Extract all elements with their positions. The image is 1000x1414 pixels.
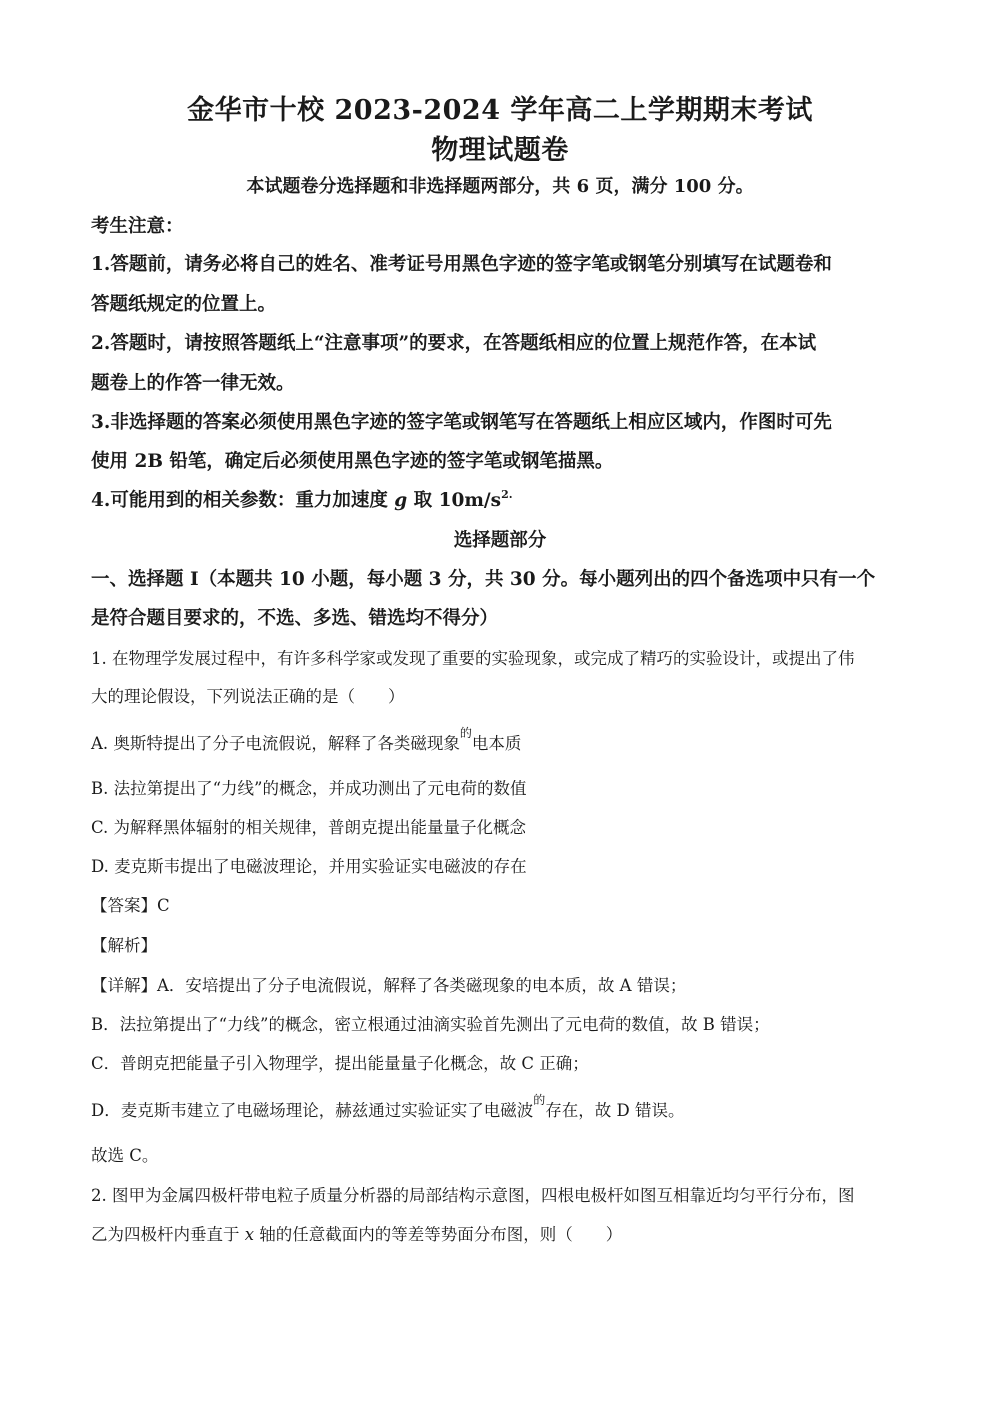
q2-stem-text: 乙为四极杆内垂直于 — [91, 1225, 245, 1244]
exam-title: 金华市十校 2023-2024 学年高二上学期期末考试 — [187, 95, 813, 126]
question-1-analysis-label: 【解析】 — [91, 936, 157, 955]
notice-item-2-line-1: 2.答题时，请按照答题纸上“注意事项”的要求，在答题纸相应的位置上规范作答，在本试 — [91, 333, 817, 354]
notice-item-4-exponent: 2. — [501, 488, 513, 501]
option-a-text-end: 电本质 — [471, 734, 522, 753]
paper-title: 物理试题卷 — [431, 135, 569, 166]
notice-item-1-line-1: 1.答题前，请务必将自己的姓名、准考证号用黑色字迹的签字笔或钢笔分别填写在试题卷和 — [91, 254, 832, 275]
section-1-line-2: 是符合题目要求的，不选、多选、错选均不得分） — [91, 608, 499, 629]
question-1-option-a — [91, 726, 522, 754]
question-1-stem-line-1: 1. 在物理学发展过程中，有许多科学家或发现了重要的实验现象，或完成了精巧的实验设计，或提出了伟 — [91, 649, 855, 668]
option-a-superscript: 的 — [459, 726, 472, 740]
notice-item-4 — [91, 486, 513, 512]
notice-item-3-line-2: 使用 2B 铅笔，确定后必须使用黑色字迹的签字笔或钢笔描黑。 — [91, 451, 614, 472]
x-axis-symbol: x — [244, 1225, 255, 1244]
section-1-line-1: 一、选择题 I（本题共 10 小题，每小题 3 分，共 30 分。每小题列出的四个备选项中只有一个 — [91, 569, 876, 590]
question-1-option-d: D. 麦克斯韦提出了电磁波理论，并用实验证实电磁波的存在 — [91, 857, 527, 876]
question-1-detail-c: C．普朗克把能量子引入物理学，提出能量量子化概念，故 C 正确； — [91, 1054, 589, 1073]
question-1-option-b: B. 法拉第提出了“力线”的概念，并成功测出了元电荷的数值 — [91, 779, 527, 798]
notice-item-2-line-2: 题卷上的作答一律无效。 — [91, 373, 295, 394]
notice-item-4-prefix: 4.可能用到的相关参数：重力加速度 — [91, 490, 395, 511]
question-1-option-c: C. 为解释黑体辐射的相关规律，普朗克提出能量量子化概念 — [91, 818, 527, 837]
detail-d-text-end: 存在，故 D 错误。 — [545, 1101, 685, 1120]
notice-item-4-value: 取 10m/s — [407, 490, 502, 511]
gravity-symbol: g — [394, 490, 408, 511]
notice-item-1-line-2: 答题纸规定的位置上。 — [91, 294, 277, 315]
notice-heading: 考生注意： — [91, 216, 184, 237]
paper-subtitle: 本试题卷分选择题和非选择题两部分，共 6 页，满分 100 分。 — [246, 176, 754, 197]
question-1-detail-a: 【详解】A．安培提出了分子电流假说，解释了各类磁现象的电本质，故 A 错误； — [91, 976, 687, 995]
question-2-stem-line-2 — [91, 1221, 622, 1245]
question-1-answer: 【答案】C — [91, 896, 170, 915]
detail-d-text: D．麦克斯韦建立了电磁场理论，赫兹通过实验证实了电磁波 — [91, 1101, 534, 1120]
option-a-text: A. 奥斯特提出了分子电流假说，解释了各类磁现象 — [91, 734, 460, 753]
section-title: 选择题部分 — [453, 530, 547, 551]
question-1-detail-d — [91, 1093, 685, 1121]
question-2-stem-line-1: 2. 图甲为金属四极杆带电粒子质量分析器的局部结构示意图，四根电极杆如图互相靠近均匀平行分布，图 — [91, 1186, 855, 1205]
q2-stem-text-end: 轴的任意截面内的等差等势面分布图，则（ ） — [254, 1225, 623, 1244]
question-1-conclusion: 故选 C。 — [91, 1146, 159, 1165]
question-1-detail-b: B．法拉第提出了“力线”的概念，密立根通过油滴实验首先测出了元电荷的数值，故 B 错误； — [91, 1015, 770, 1034]
question-1-stem-line-2: 大的理论假设，下列说法正确的是（ ） — [91, 687, 405, 706]
detail-d-superscript: 的 — [533, 1093, 546, 1107]
notice-item-3-line-1: 3.非选择题的答案必须使用黑色字迹的签字笔或钢笔写在答题纸上相应区域内，作图时可先 — [91, 412, 832, 433]
